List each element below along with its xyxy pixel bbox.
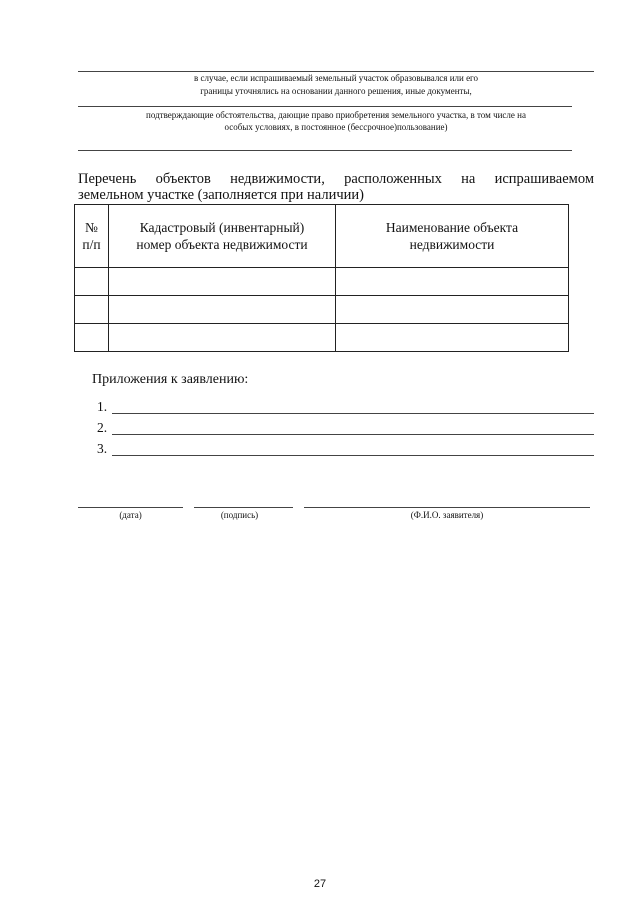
table-row (75, 268, 569, 296)
table-cell[interactable] (109, 296, 336, 324)
date-label: (дата) (119, 510, 142, 520)
objects-heading-line-2: земельном участке (заполняется при наличии) (78, 187, 364, 203)
attachment-number: 1. (97, 399, 108, 414)
note-line-2: границы уточнялись на основании данного решения, иные документы, (200, 86, 472, 96)
table-cell[interactable] (75, 268, 109, 296)
signature-label: (подпись) (220, 510, 259, 520)
table-cell[interactable] (75, 296, 109, 324)
top-rule (78, 71, 594, 72)
applicant-name-line[interactable] (304, 507, 590, 508)
table-cell[interactable] (336, 324, 569, 352)
date-signature-line[interactable] (78, 507, 183, 508)
heading-word: Перечень (78, 171, 137, 187)
table-cell[interactable] (109, 324, 336, 352)
signature-line[interactable] (194, 507, 293, 508)
table-row (75, 296, 569, 324)
table-cell[interactable] (336, 296, 569, 324)
table-header-row (75, 205, 569, 268)
column-header-cadastral-number: Кадастровый (инвентарный) номер объекта недвижимости (109, 205, 336, 268)
table-cell[interactable] (336, 268, 569, 296)
attachments-title: Приложения к заявлению: (92, 372, 249, 387)
heading-word: объектов (155, 171, 211, 187)
applicant-name-label: (Ф.И.О. заявителя) (410, 510, 484, 520)
column-header-object-name: Наименование объекта недвижимости (336, 205, 569, 268)
attachment-number: 3. (97, 441, 108, 456)
attachment-number: 2. (97, 420, 108, 435)
note-line-3: подтверждающие обстоятельства, дающие право приобретения земельного участка, в том числе на (146, 110, 526, 120)
page-number: 27 (313, 878, 327, 890)
attachment-item-1 (97, 399, 594, 415)
attachment-fill-line[interactable] (112, 434, 594, 435)
note-line-1: в случае, если испрашиваемый земельный участок образовывался или его (193, 73, 479, 83)
heading-word: расположенных (344, 171, 442, 187)
note-rule-3 (78, 150, 572, 151)
attachment-item-2 (97, 420, 594, 436)
heading-word: недвижимости, (230, 171, 325, 187)
column-header-number: № п/п (75, 205, 109, 268)
heading-word: испрашиваемом (494, 171, 594, 187)
objects-heading-line-1 (78, 171, 594, 187)
note-line-4: особых условиях, в постоянное (бессрочное)пользование) (224, 122, 448, 132)
objects-table (74, 204, 569, 352)
objects-heading (78, 171, 594, 203)
attachment-item-3 (97, 441, 594, 457)
heading-word: на (461, 171, 476, 187)
note-rule-2 (78, 106, 572, 107)
table-row (75, 324, 569, 352)
attachment-fill-line[interactable] (112, 455, 594, 456)
table-cell[interactable] (109, 268, 336, 296)
table-cell[interactable] (75, 324, 109, 352)
attachment-fill-line[interactable] (112, 413, 594, 414)
